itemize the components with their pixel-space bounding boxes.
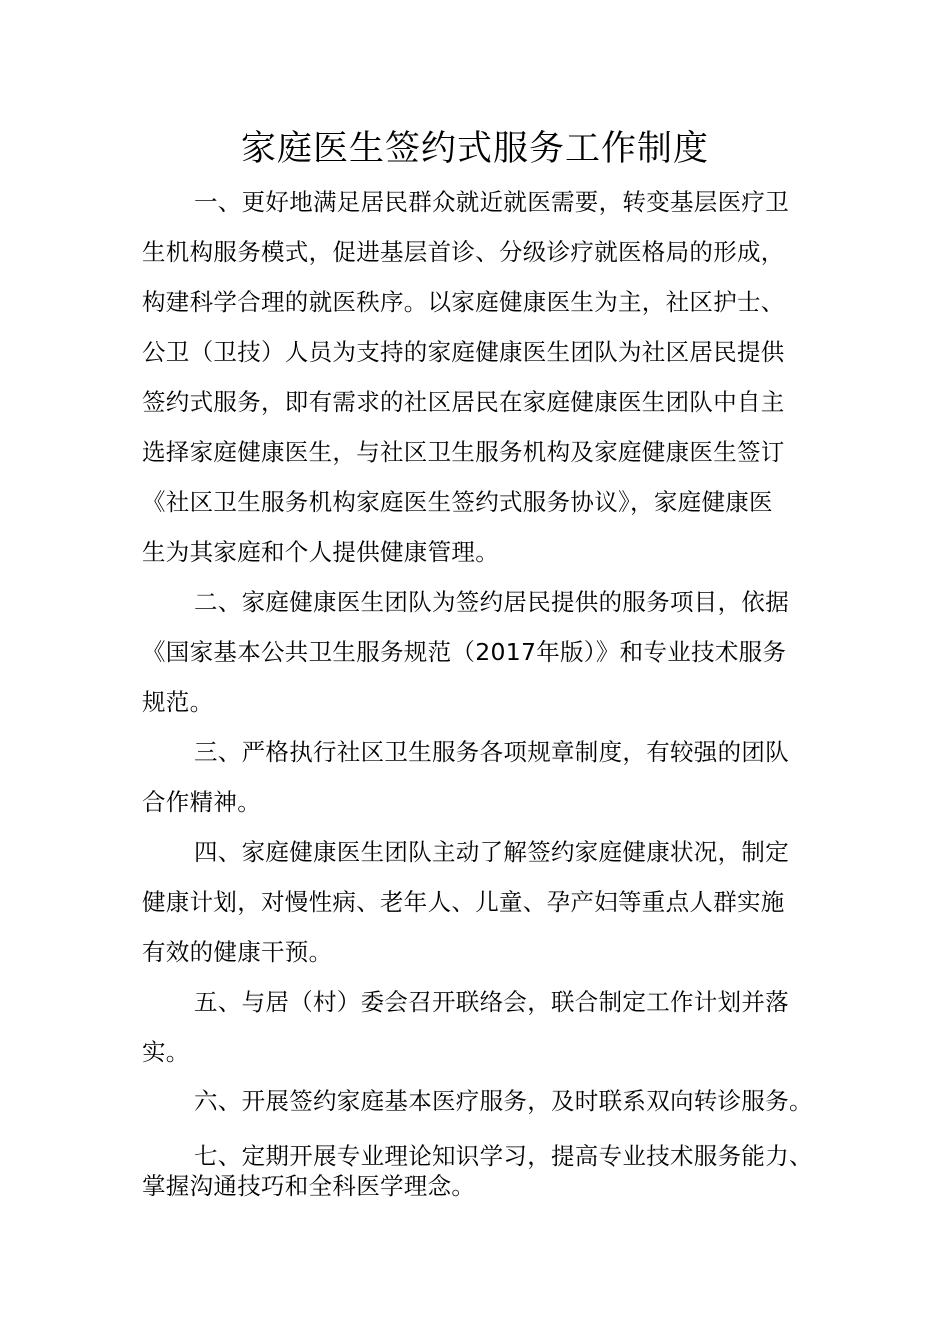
document-title: 家庭医生签约式服务工作制度 bbox=[240, 129, 709, 169]
paragraph-line: 一、更好地满足居民群众就近就医需要，转变基层医疗卫 bbox=[194, 188, 789, 216]
paragraph-line: 构建科学合理的就医秩序。以家庭健康医生为主，社区护士、 bbox=[142, 288, 785, 316]
paragraph-line: 生为其家庭和个人提供健康管理。 bbox=[142, 538, 499, 566]
paragraph-line: 规范。 bbox=[142, 688, 214, 716]
paragraph-line: 二、家庭健康医生团队为签约居民提供的服务项目，依据 bbox=[194, 588, 789, 616]
paragraph-line: 四、家庭健康医生团队主动了解签约家庭健康状况，制定 bbox=[194, 838, 789, 866]
paragraph-line: 生机构服务模式，促进基层首诊、分级诊疗就医格局的形成， bbox=[142, 238, 785, 266]
paragraph-line: 五、与居（村）委会召开联络会，联合制定工作计划并落 bbox=[194, 988, 789, 1016]
paragraph-line: 健康计划，对慢性病、老年人、儿童、孕产妇等重点人群实施 bbox=[142, 888, 785, 916]
paragraph-line: 《国家基本公共卫生服务规范（2017年版）》和专业技术服务 bbox=[142, 638, 787, 666]
paragraph-line: 《社区卫生服务机构家庭医生签约式服务协议》，家庭健康医 bbox=[142, 488, 773, 516]
paragraph-line: 六、开展签约家庭基本医疗服务，及时联系双向转诊服务。 bbox=[194, 1087, 813, 1115]
paragraph-line: 选择家庭健康医生，与社区卫生服务机构及家庭健康医生签订 bbox=[142, 438, 785, 466]
paragraph-line: 七、定期开展专业理论知识学习，提高专业技术服务能力、 bbox=[194, 1142, 813, 1170]
paragraph-line: 合作精神。 bbox=[142, 788, 261, 816]
paragraph-line: 有效的健康干预。 bbox=[142, 938, 333, 966]
paragraph-line: 公卫（卫技）人员为支持的家庭健康医生团队为社区居民提供 bbox=[142, 338, 785, 366]
paragraph-line: 三、严格执行社区卫生服务各项规章制度，有较强的团队 bbox=[194, 738, 789, 766]
paragraph-line: 掌握沟通技巧和全科医学理念。 bbox=[142, 1172, 476, 1200]
paragraph-line: 签约式服务，即有需求的社区居民在家庭健康医生团队中自主 bbox=[142, 388, 785, 416]
paragraph-line: 实。 bbox=[142, 1038, 190, 1066]
